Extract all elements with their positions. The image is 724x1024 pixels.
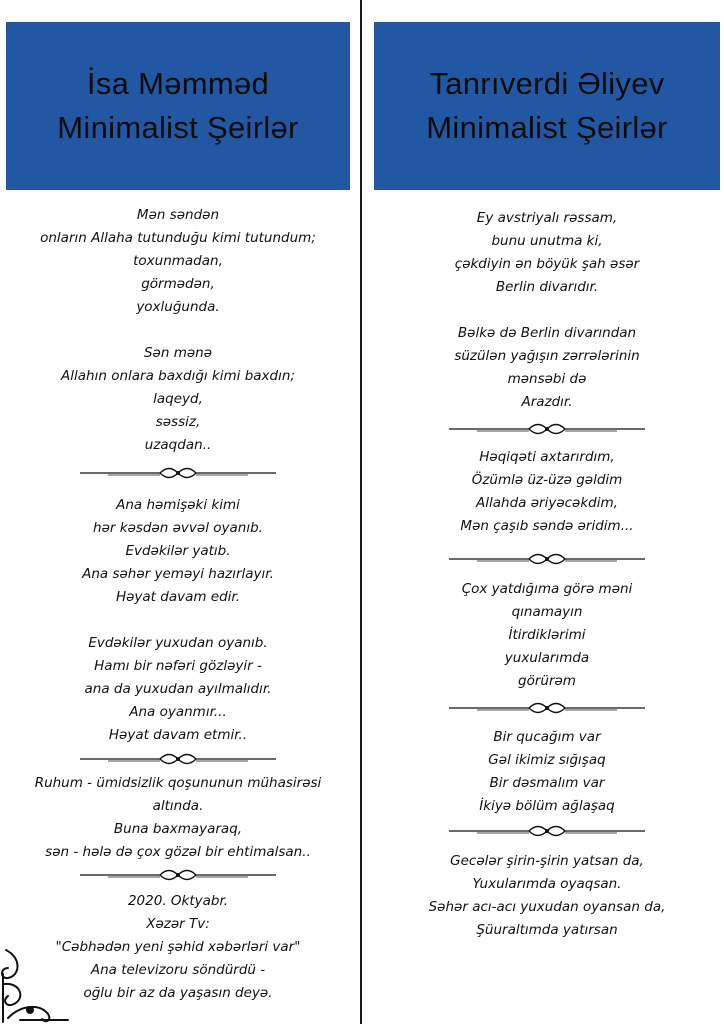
poem-line: Berlin divarıdır. bbox=[495, 279, 599, 295]
right-poem-4 bbox=[374, 726, 720, 818]
right-poem-1 bbox=[374, 207, 720, 414]
right-poem-2 bbox=[374, 446, 720, 538]
poem-line: 2020. Oktyabr. bbox=[127, 893, 229, 909]
poem-line: Ana televizoru söndürdü - bbox=[90, 962, 266, 978]
flourish-divider-icon bbox=[374, 701, 720, 715]
poem-line: Ana həmişəki kimi bbox=[116, 497, 240, 513]
left-title-banner bbox=[6, 22, 350, 190]
flourish-divider-icon bbox=[374, 552, 720, 566]
poem-line: onların Allaha tutunduğu kimi tutundum; bbox=[40, 230, 316, 246]
poem-line: Hamı bir nəfəri gözləyir - bbox=[94, 658, 262, 674]
right-title-line-2: Minimalist Şeirlər bbox=[426, 110, 668, 145]
poem-line: bunu unutma ki, bbox=[491, 233, 603, 249]
right-poem-3 bbox=[374, 578, 720, 693]
poem-line: Mən çaşıb səndə əridim... bbox=[460, 518, 634, 534]
right-title-line-1: Tanrıverdi Əliyev bbox=[429, 66, 665, 101]
poem-line: Gəl ikimiz sığışaq bbox=[488, 752, 606, 768]
poem-line: Həqiqəti axtarırdım, bbox=[479, 449, 615, 465]
right-poem-5 bbox=[374, 850, 720, 942]
stanza-gap bbox=[6, 319, 350, 342]
poem-line: Həyat davam edir. bbox=[115, 589, 241, 605]
poem-line: Mən səndən bbox=[136, 207, 220, 223]
poem-line: sən - hələ də çox gözəl bir ehtimalsan.. bbox=[45, 844, 311, 860]
poem-line: Bir dəsmalım var bbox=[489, 775, 605, 791]
poem-line: altında. bbox=[152, 798, 204, 814]
poem-line: Allahda əriyəcəkdim, bbox=[476, 495, 618, 511]
poem-line: Çox yatdığıma görə məni bbox=[461, 581, 633, 597]
left-poem-1 bbox=[6, 204, 350, 457]
poem-line: Sən mənə bbox=[143, 345, 213, 361]
flourish-divider-icon bbox=[6, 868, 350, 882]
poem-line: oğlu bir az da yaşasın deyə. bbox=[83, 985, 273, 1001]
corner-swirl-icon bbox=[0, 944, 70, 1024]
poem-line: Bir qucağım var bbox=[493, 729, 601, 745]
poem-line: yoxluğunda. bbox=[136, 299, 220, 315]
poem-line: Evdəkilər yuxudan oyanıb. bbox=[88, 635, 268, 651]
poem-line: Gecələr şirin-şirin yatsan da, bbox=[450, 853, 644, 869]
poem-line: Allahın onlara baxdığı kimi baxdın; bbox=[61, 368, 295, 384]
right-title-banner bbox=[374, 22, 720, 190]
flourish-divider-icon bbox=[374, 824, 720, 838]
poem-line: səssiz, bbox=[155, 414, 201, 430]
stanza-gap bbox=[374, 299, 720, 322]
poem-line: ana da yuxudan ayılmalıdır. bbox=[84, 681, 272, 697]
flourish-divider-icon bbox=[6, 466, 350, 480]
poem-line: Yuxularımda oyaqsan. bbox=[472, 876, 622, 892]
poem-line: yuxularımda bbox=[504, 650, 590, 666]
left-title-line-1: İsa Məmməd bbox=[86, 66, 270, 101]
left-poem-2 bbox=[6, 494, 350, 747]
left-poem-3 bbox=[6, 772, 350, 864]
poem-line: görmədən, bbox=[141, 276, 215, 292]
poem-line: Bəlkə də Berlin divarından bbox=[457, 325, 637, 341]
poem-line: İtirdiklərimi bbox=[508, 627, 586, 643]
poem-line: Buna baxmayaraq, bbox=[113, 821, 243, 837]
poem-line: çəkdiyin ən böyük şah əsər bbox=[454, 256, 640, 272]
poem-line: hər kəsdən əvvəl oyanıb. bbox=[93, 520, 263, 536]
poem-line: İkiyə bölüm ağlaşaq bbox=[479, 798, 615, 814]
poem-line: Ana oyanmır... bbox=[129, 704, 227, 720]
poem-line: Xəzər Tv: bbox=[146, 916, 210, 932]
poem-line: Ruhum - ümidsizlik qoşununun mühasirəsi bbox=[34, 775, 322, 791]
poem-line: Evdəkilər yatıb. bbox=[125, 543, 231, 559]
poem-line: Ey avstriyalı rəssam, bbox=[476, 210, 618, 226]
poem-line: görürəm bbox=[518, 673, 576, 689]
left-title-line-2: Minimalist Şeirlər bbox=[57, 110, 299, 145]
poem-line: mənsəbi də bbox=[507, 371, 587, 387]
poem-line: Arazdır. bbox=[521, 394, 573, 410]
poem-line: Ana səhər yeməyi hazırlayır. bbox=[82, 566, 274, 582]
flourish-divider-icon bbox=[6, 752, 350, 766]
stanza-gap bbox=[6, 609, 350, 632]
poem-line: süzülən yağışın zərrələrinin bbox=[454, 348, 640, 364]
poem-line: "Cəbhədən yeni şəhid xəbərləri var" bbox=[55, 939, 301, 955]
poem-line: Özümlə üz-üzə gəldim bbox=[471, 472, 623, 488]
poem-line: Şüuraltımda yatırsan bbox=[476, 922, 618, 938]
poem-line: toxunmadan, bbox=[133, 253, 223, 269]
poem-line: laqeyd, bbox=[153, 391, 203, 407]
poem-line: Həyat davam etmir.. bbox=[108, 727, 248, 743]
poem-line: uzaqdan.. bbox=[144, 437, 212, 453]
column-divider bbox=[360, 0, 362, 1024]
poem-line: qınamayın bbox=[511, 604, 583, 620]
poem-line: Səhər acı-acı yuxudan oyansan da, bbox=[428, 899, 666, 915]
flourish-divider-icon bbox=[374, 422, 720, 436]
